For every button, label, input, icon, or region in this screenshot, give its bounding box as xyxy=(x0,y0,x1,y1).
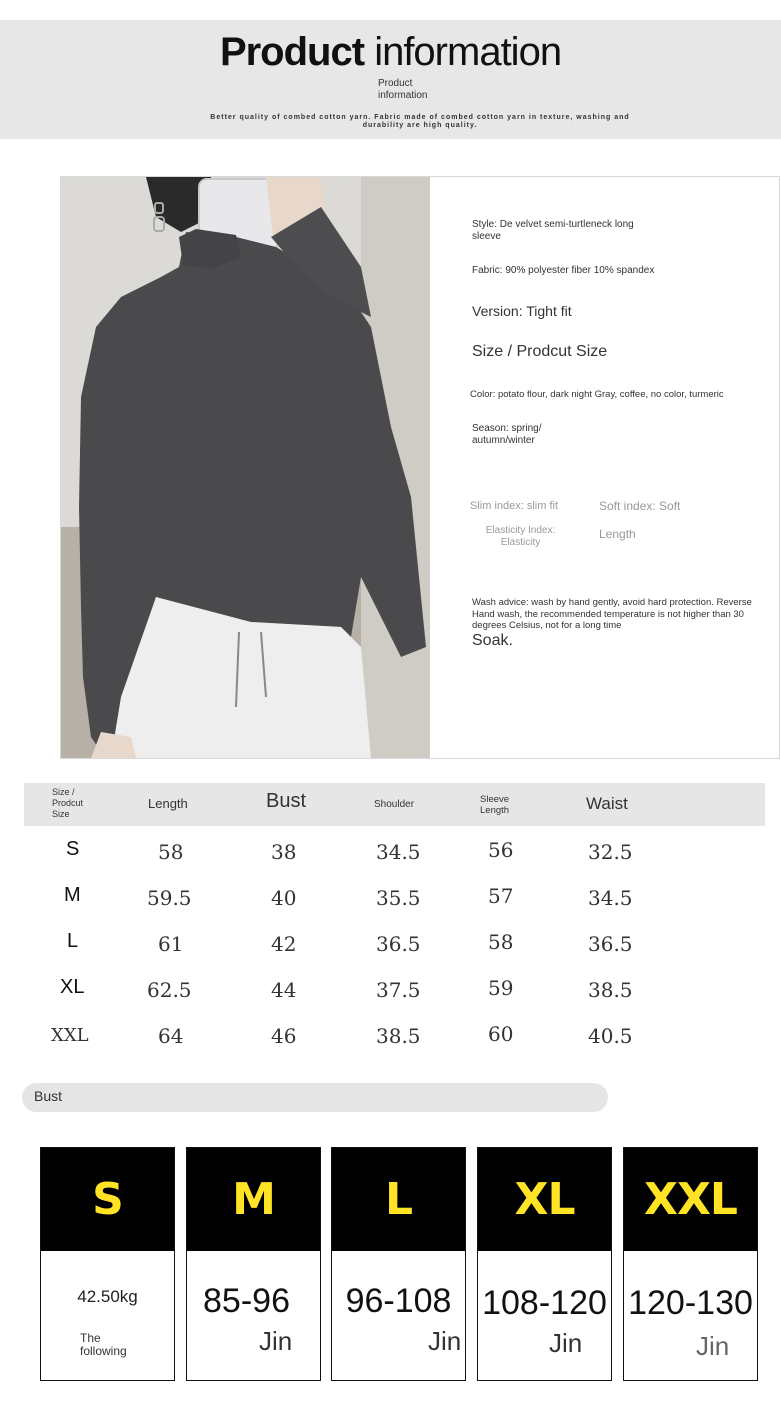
cell-shoulder: 36.5 xyxy=(376,932,421,956)
th-length: Length xyxy=(148,796,188,811)
cell-shoulder: 37.5 xyxy=(376,978,421,1002)
cell-shoulder: 38.5 xyxy=(376,1024,421,1048)
card-range: 108-120 xyxy=(482,1284,607,1322)
cell-length: 59.5 xyxy=(147,886,192,910)
cell-bust: 44 xyxy=(271,978,297,1002)
card-range: 42.50kg xyxy=(77,1287,138,1306)
card-unit: Jin xyxy=(549,1328,583,1358)
cell-sleeve: 56 xyxy=(488,838,514,862)
info-length: Length xyxy=(599,527,636,541)
size-card-m xyxy=(186,1147,321,1381)
info-slim: Slim index: slim fit xyxy=(470,500,559,512)
th-size: Size / Prodcut Size xyxy=(52,787,84,819)
size-card-xl xyxy=(477,1147,612,1381)
cell-waist: 34.5 xyxy=(588,886,633,910)
th-shoulder: Shoulder xyxy=(374,799,415,810)
cell-length: 62.5 xyxy=(147,978,192,1002)
card-size-letter: M xyxy=(232,1174,275,1225)
card-range: 96-108 xyxy=(345,1282,452,1320)
card-size-letter: S xyxy=(92,1174,123,1225)
cell-sleeve: 57 xyxy=(488,884,514,908)
cell-waist: 40.5 xyxy=(588,1024,633,1048)
card-size-letter: XL xyxy=(514,1174,575,1225)
card-range: 120-130 xyxy=(628,1284,753,1322)
th-sleeve: Sleeve Length xyxy=(480,794,510,816)
card-note: The following xyxy=(80,1331,127,1358)
size-card-s xyxy=(40,1147,175,1381)
cell-bust: 38 xyxy=(271,840,297,864)
cell-length: 61 xyxy=(158,932,184,956)
cell-shoulder: 34.5 xyxy=(376,840,421,864)
cell-size: S xyxy=(66,838,80,860)
th-bust: Bust xyxy=(266,790,307,812)
cell-bust: 42 xyxy=(271,932,297,956)
info-soak: Soak. xyxy=(472,632,513,649)
cell-length: 64 xyxy=(158,1024,184,1048)
bust-section-label: Bust xyxy=(22,1083,608,1112)
info-version: Version: Tight fit xyxy=(472,303,572,319)
subtitle: Product information xyxy=(378,78,428,101)
table-row xyxy=(0,974,781,1020)
model-illustration xyxy=(61,177,430,758)
cell-waist: 36.5 xyxy=(588,932,633,956)
cell-sleeve: 58 xyxy=(488,930,514,954)
page-title xyxy=(0,30,781,75)
cell-length: 58 xyxy=(158,840,184,864)
product-block xyxy=(60,176,780,759)
card-size-letter: L xyxy=(384,1174,413,1225)
cell-sleeve: 59 xyxy=(488,976,514,1000)
info-soft: Soft index: Soft xyxy=(599,499,681,513)
info-wash: Wash advice: wash by hand gently, avoid hard protection. Reverse Hand wash, the recommended temperature is not higher than 30 degrees Celsius, not for a long time xyxy=(472,597,752,631)
cell-bust: 40 xyxy=(271,886,297,910)
info-fabric: Fabric: 90% polyester fiber 10% spandex xyxy=(472,265,655,276)
cell-size: M xyxy=(64,884,81,906)
tagline: Better quality of combed cotton yarn. Fabric made of combed cotton yarn in texture, washing and durability are high quality. xyxy=(210,114,630,129)
cell-waist: 32.5 xyxy=(588,840,633,864)
size-card-xxl xyxy=(623,1147,758,1381)
info-color: Color: potato flour, dark night Gray, coffee, no color, turmeric xyxy=(470,389,724,400)
info-season: Season: spring/ autumn/winter xyxy=(472,423,542,446)
info-size: Size / Prodcut Size xyxy=(472,343,608,360)
cell-size: XL xyxy=(60,976,85,998)
cell-shoulder: 35.5 xyxy=(376,886,421,910)
info-style: Style: De velvet semi-turtleneck long sleeve xyxy=(472,219,634,242)
card-unit: Jin xyxy=(259,1326,293,1356)
product-info xyxy=(430,177,779,758)
cell-bust: 46 xyxy=(271,1024,297,1048)
table-row xyxy=(0,836,781,882)
table-row xyxy=(0,882,781,928)
info-elasticity: Elasticity Index: Elasticity xyxy=(485,525,556,548)
size-card-l xyxy=(331,1147,466,1381)
header-band xyxy=(0,20,781,139)
card-unit: Jin xyxy=(428,1326,462,1356)
title-bold: Product xyxy=(219,30,365,74)
table-row xyxy=(0,1020,781,1066)
th-waist: Waist xyxy=(586,794,628,813)
cell-size: L xyxy=(67,930,79,952)
cell-waist: 38.5 xyxy=(588,978,633,1002)
size-table-header xyxy=(24,783,765,826)
card-unit: Jin xyxy=(696,1331,730,1361)
card-range: 85-96 xyxy=(203,1282,290,1320)
model-photo xyxy=(61,177,430,758)
table-row xyxy=(0,928,781,974)
cell-size: XXL xyxy=(51,1025,89,1046)
card-size-letter: XXL xyxy=(644,1174,737,1225)
title-light: information xyxy=(374,30,562,74)
cell-sleeve: 60 xyxy=(488,1022,514,1046)
